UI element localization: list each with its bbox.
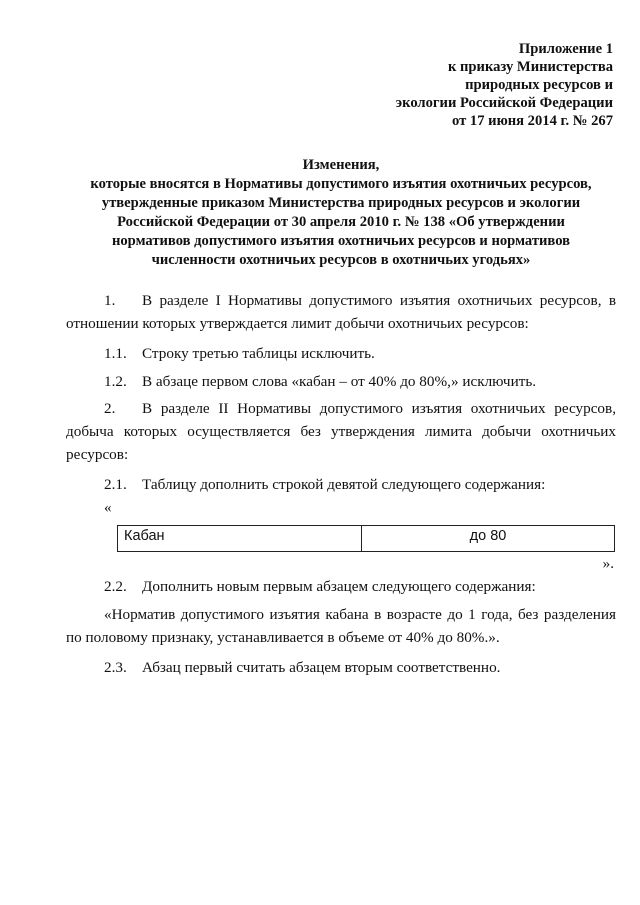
quoted-line-2: по половому признаку, устанавливается в объеме от 40% до 80%.». bbox=[66, 629, 500, 646]
paragraph-2 bbox=[66, 397, 616, 466]
paragraph-1-line-1 bbox=[66, 289, 616, 312]
paragraph-text: В разделе II Нормативы допустимого изъятия охотничьих ресурсов, bbox=[142, 400, 616, 417]
quoted-line-1 bbox=[66, 603, 616, 626]
title-line: Изменения, bbox=[302, 157, 380, 173]
paragraph-text: Абзац первый считать абзацем вторым соответственно. bbox=[142, 659, 501, 676]
title-line: утвержденные приказом Министерства природных ресурсов и экологии bbox=[101, 195, 581, 211]
appendix-header bbox=[396, 40, 613, 130]
paragraph-2-1 bbox=[66, 473, 616, 496]
item-number: 2. bbox=[104, 400, 116, 417]
title-line: нормативов допустимого изъятия охотничьих ресурсов и нормативов bbox=[111, 233, 571, 249]
table-cell-species: Кабан bbox=[118, 526, 362, 552]
paragraph-text: Таблицу дополнить строкой девятой следующего содержания: bbox=[142, 476, 546, 493]
document-title bbox=[66, 156, 616, 270]
item-number: 1. bbox=[104, 292, 116, 309]
paragraph-text: В абзаце первом слова «кабан – от 40% до 80%,» исключить. bbox=[142, 373, 537, 390]
title-line: которые вносятся в Нормативы допустимого изъятия охотничьих ресурсов, bbox=[90, 176, 592, 192]
quoted-paragraph bbox=[66, 603, 616, 649]
paragraph-2-line-3: ресурсов: bbox=[66, 446, 129, 463]
paragraph-1-2 bbox=[66, 370, 616, 393]
appendix-line: от 17 июня 2014 г. № 267 bbox=[452, 113, 613, 129]
item-number: 2.2. bbox=[104, 578, 127, 595]
species-table bbox=[117, 525, 615, 552]
paragraph-2-2 bbox=[66, 575, 616, 598]
paragraph-text: В разделе I Нормативы допустимого изъятия охотничьих ресурсов, в bbox=[142, 292, 616, 309]
paragraph-text: Строку третью таблицы исключить. bbox=[142, 345, 375, 362]
appendix-line: экологии Российской Федерации bbox=[395, 95, 613, 111]
item-number: 1.1. bbox=[104, 345, 127, 362]
paragraph-1-line-2: отношении которых утверждается лимит добычи охотничьих ресурсов: bbox=[66, 315, 529, 332]
quote-open-mark: « bbox=[104, 499, 112, 516]
item-number: 2.3. bbox=[104, 659, 127, 676]
title-line: Российской Федерации от 30 апреля 2010 г. № 138 «Об утверждении bbox=[117, 214, 565, 230]
quote-close-mark: ». bbox=[602, 555, 614, 572]
item-number: 2.1. bbox=[104, 476, 127, 493]
table-row bbox=[118, 526, 615, 552]
table-cell-value: до 80 bbox=[362, 526, 615, 552]
paragraph-text: «Норматив допустимого изъятия кабана в возрасте до 1 года, без разделения bbox=[104, 606, 616, 623]
appendix-line: Приложение 1 bbox=[518, 41, 613, 57]
paragraph-2-line-1 bbox=[66, 397, 616, 420]
paragraph-1 bbox=[66, 289, 616, 335]
item-number: 1.2. bbox=[104, 373, 127, 390]
title-line: численности охотничьих ресурсов в охотничьих угодьях» bbox=[151, 252, 531, 268]
appendix-line: природных ресурсов и bbox=[465, 77, 613, 93]
paragraph-2-line-2: добыча которых осуществляется без утверждения лимита добычи охотничьих bbox=[66, 423, 616, 440]
paragraph-2-3 bbox=[66, 656, 616, 679]
appendix-line: к приказу Министерства bbox=[447, 59, 613, 75]
paragraph-1-1 bbox=[66, 342, 616, 365]
paragraph-text: Дополнить новым первым абзацем следующего содержания: bbox=[142, 578, 536, 595]
